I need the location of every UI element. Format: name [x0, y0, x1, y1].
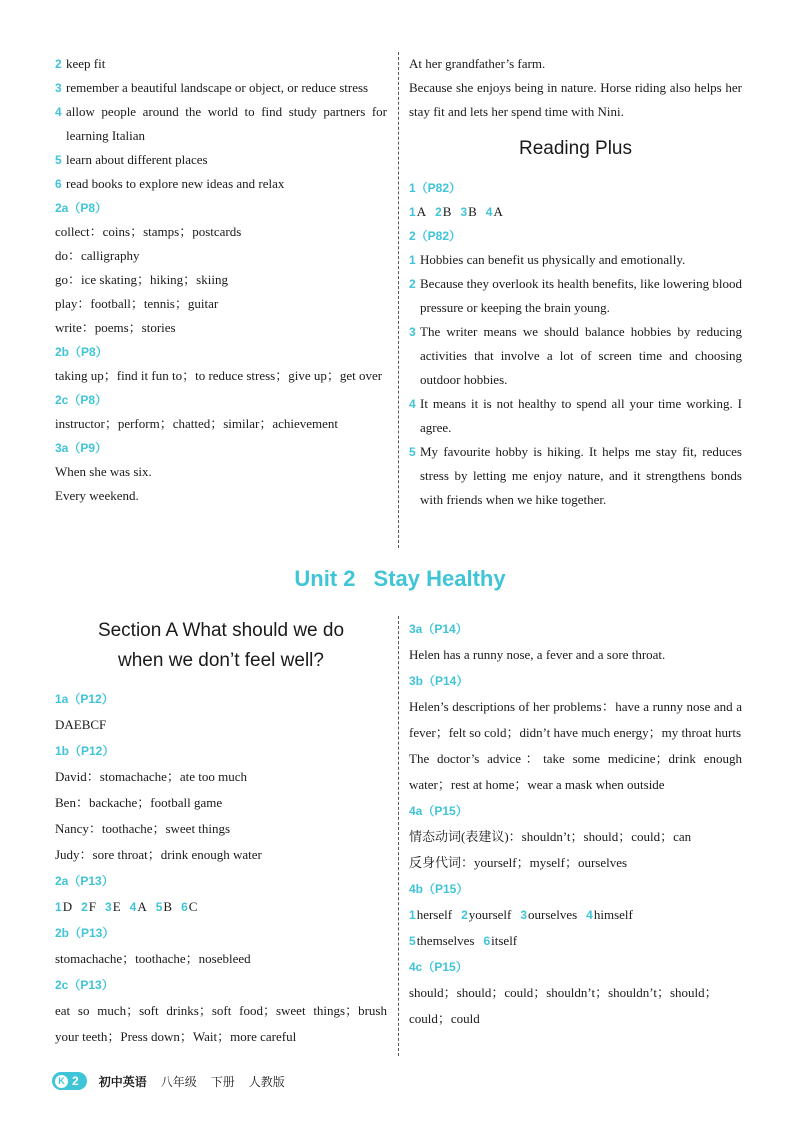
answer-line: 情态动词(表建议)：shouldn’t；should；could；can: [409, 829, 692, 844]
answer-number: 3: [460, 205, 468, 219]
answer-line: 反身代词：yourself；myself；ourselves: [409, 855, 628, 870]
answer-text: remember a beautiful landscape or object, or reduce stress: [66, 80, 369, 95]
answer-value: themselves: [416, 933, 475, 948]
answer-number: 2: [55, 57, 62, 71]
answer-text: Helen’s descriptions of her problems：have a runny nose and a fever；felt so cold；didn’t have much energy；my throat hurts: [409, 699, 742, 740]
page-number: 2: [72, 1074, 79, 1088]
answer-number: 2: [409, 277, 416, 291]
answer-value: E: [112, 899, 121, 914]
answer-value: D: [62, 899, 73, 914]
column-divider-top: [398, 52, 399, 548]
answer-number: 5: [155, 900, 163, 914]
inline-answer: [461, 902, 511, 928]
answer-line: When she was six.: [55, 464, 152, 479]
answer-number: 4: [409, 397, 416, 411]
answer-row: [55, 894, 387, 920]
answer-line: collect：coins；stamps；postcards: [55, 224, 242, 239]
answer-number: 3: [520, 908, 528, 922]
section-header: 1a（P12）: [55, 692, 114, 706]
answer-text: allow people around the world to find study partners for learning Italian: [66, 104, 387, 143]
answer-number: 4: [586, 908, 593, 922]
answer-text: eat so much；soft drinks；soft food；sweet things；brush your teeth；Press down；Wait；more careful: [55, 1003, 387, 1044]
answer-number: 2: [435, 205, 442, 219]
unit-name: Stay Healthy: [373, 566, 506, 591]
inline-answer: [486, 200, 503, 224]
section-header: 2b（P13）: [55, 926, 115, 940]
answer-number: 3: [105, 900, 112, 914]
inline-answer: [130, 894, 147, 920]
section-header: 2（P82）: [409, 229, 462, 243]
answer-text: Helen has a runny nose, a fever and a sore throat.: [409, 647, 666, 662]
k-logo-icon: K: [55, 1075, 68, 1088]
answer-text: The writer means we should balance hobbies by reducing activities that involve a lot of screen time and choosing outdoor hobbies.: [420, 324, 742, 387]
answer-line: Nancy：toothache；sweet things: [55, 821, 231, 836]
answer-number: 5: [55, 153, 62, 167]
numbered-answer: [409, 392, 742, 440]
answer-line: write：poems；stories: [55, 320, 176, 335]
answer-text: Because they overlook its health benefits, like lowering blood pressure or keeping the brain young.: [420, 276, 742, 315]
answer-number: 3: [409, 325, 416, 339]
answer-text: Because she enjoys being in nature. Horse riding also helps her stay fit and lets her spend time with Nini.: [409, 80, 742, 119]
answer-text: It means it is not healthy to spend all your time working. I agree.: [420, 396, 742, 435]
answer-number: 1: [409, 205, 416, 219]
unit-title: [0, 566, 800, 592]
answer-text: read books to explore new ideas and relax: [66, 176, 285, 191]
answer-text: Hobbies can benefit us physically and emotionally.: [420, 252, 686, 267]
answer-number: 4: [485, 205, 493, 219]
answer-number: 1: [409, 908, 416, 922]
answer-row: [409, 200, 742, 224]
inline-answer: [81, 894, 96, 920]
answer-value: B: [163, 899, 173, 914]
answer-line: Judy：sore throat；drink enough water: [55, 847, 262, 862]
inline-answer: [409, 200, 426, 224]
reading-plus-title: Reading Plus: [518, 138, 633, 159]
section-header: 3a（P9）: [55, 441, 108, 455]
answer-value: himself: [593, 907, 633, 922]
answer-row: [409, 928, 742, 954]
right-column-bottom: [409, 616, 742, 1032]
numbered-answer: [409, 248, 742, 272]
answer-lines: [55, 460, 387, 508]
section-header: 3a（P14）: [409, 622, 468, 636]
answer-line: do：calligraphy: [55, 248, 140, 263]
section-header: 1（P82）: [409, 181, 462, 195]
grade-label: 八年级: [160, 1074, 197, 1089]
inline-answer: [483, 928, 517, 954]
numbered-answer: [55, 76, 387, 100]
answer-line: play：football；tennis；guitar: [55, 296, 219, 311]
answer-text: DAEBCF: [55, 717, 107, 732]
answer-text: stomachache；toothache；nosebleed: [55, 951, 251, 966]
column-divider-bottom: [398, 616, 399, 1056]
inline-answer: [55, 894, 72, 920]
answer-number: 1: [409, 253, 416, 267]
answer-number: 6: [55, 177, 62, 191]
answer-value: yourself: [468, 907, 512, 922]
section-header: 4b（P15）: [409, 882, 469, 896]
answer-row: [409, 902, 742, 928]
section-header: 4a（P15）: [409, 804, 468, 818]
section-header: 2c（P13）: [55, 978, 114, 992]
page-badge: [52, 1072, 87, 1090]
left-column-bottom: [55, 616, 387, 1050]
answer-number: 1: [55, 900, 62, 914]
answer-number: 6: [483, 934, 491, 948]
answer-value: C: [188, 899, 198, 914]
answer-text: learn about different places: [66, 152, 208, 167]
answer-lines: [409, 824, 742, 876]
section-header: 2a（P8）: [55, 201, 108, 215]
answer-text: keep fit: [66, 56, 106, 71]
numbered-answer: [409, 320, 742, 392]
numbered-answer: [55, 148, 387, 172]
inline-answer: [586, 902, 633, 928]
inline-answer: [520, 902, 577, 928]
section-header: 2a（P13）: [55, 874, 114, 888]
answer-line: David：stomachache；ate too much: [55, 769, 248, 784]
answer-text: should；should；could；shouldn’t；shouldn’t；should；could；could: [409, 985, 718, 1026]
answer-text: The doctor’s advice：take some medicine；drink enough water；rest at home；wear a mask when outside: [409, 751, 742, 792]
answer-value: ourselves: [528, 907, 578, 922]
section-title-line1: Section A What should we do: [97, 620, 345, 641]
answer-lines: [55, 764, 387, 868]
right-column-top: [409, 52, 742, 512]
answer-value: B: [442, 204, 452, 219]
answer-line: go：ice skating；hiking；skiing: [55, 272, 228, 287]
section-header: 4c（P15）: [409, 960, 468, 974]
inline-answer: [409, 928, 474, 954]
answer-number: 5: [409, 934, 416, 948]
answer-number: 3: [55, 81, 62, 95]
book-name: 初中英语: [98, 1074, 147, 1089]
answer-lines: [55, 220, 387, 340]
section-header: 1b（P12）: [55, 744, 115, 758]
numbered-answer: [409, 440, 742, 512]
answer-number: 5: [409, 445, 416, 459]
numbered-answer: [55, 100, 387, 148]
unit-label: Unit 2: [294, 566, 356, 591]
answer-value: B: [468, 204, 477, 219]
answer-number: 4: [129, 900, 137, 914]
page-footer: [52, 1072, 299, 1090]
answer-number: 2: [461, 908, 468, 922]
answer-text: My favourite hobby is hiking. It helps me stay fit, reduces stress by letting me enjoy nature, and it strengthens bonds with friends when we hike together.: [420, 444, 742, 507]
section-title-line2: when we don’t feel well?: [118, 650, 324, 671]
answer-list: [409, 248, 742, 512]
answer-value: A: [493, 204, 503, 219]
answer-text: taking up；find it fun to；to reduce stress；give up；get over: [55, 368, 383, 383]
inline-answer: [181, 894, 197, 920]
numbered-answer: [55, 172, 387, 196]
left-column-top: [55, 52, 387, 508]
edition-label: 人教版: [248, 1074, 285, 1089]
answer-list: [55, 52, 387, 196]
section-header: 3b（P14）: [409, 674, 469, 688]
answer-value: itself: [491, 933, 518, 948]
answer-value: herself: [416, 907, 453, 922]
answer-value: A: [416, 204, 427, 219]
answer-value: A: [137, 899, 147, 914]
numbered-answer: [409, 272, 742, 320]
inline-answer: [105, 894, 121, 920]
section-header: 2c（P8）: [55, 393, 108, 407]
answer-number: 2: [81, 900, 88, 914]
volume-label: 下册: [210, 1074, 235, 1089]
numbered-answer: [55, 52, 387, 76]
inline-answer: [460, 200, 476, 224]
inline-answer: [435, 200, 451, 224]
answer-number: 6: [181, 900, 188, 914]
inline-answer: [156, 894, 172, 920]
answer-line: Ben：backache；football game: [55, 795, 223, 810]
section-header: 2b（P8）: [55, 345, 108, 359]
answer-value: F: [88, 899, 96, 914]
answer-text: At her grandfather’s farm.: [409, 56, 546, 71]
inline-answer: [409, 902, 452, 928]
answer-text: instructor；perform；chatted；similar；achievement: [55, 416, 339, 431]
answer-number: 4: [55, 105, 62, 119]
answer-line: Every weekend.: [55, 488, 139, 503]
